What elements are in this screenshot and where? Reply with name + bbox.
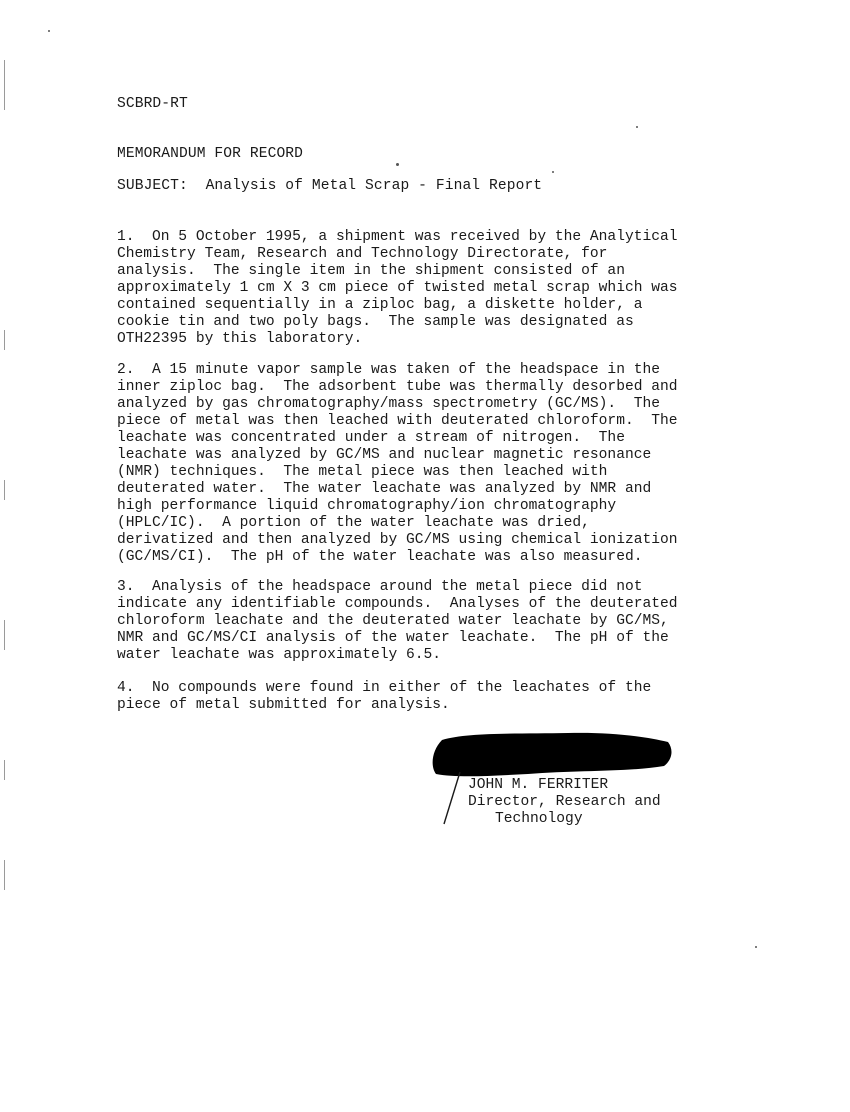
scan-speck [552, 171, 554, 173]
paragraph-line: deuterated water. The water leachate was analyzed by NMR and [117, 481, 652, 497]
scan-speck [396, 163, 399, 166]
paragraph-line: 3. Analysis of the headspace around the metal piece did not [117, 579, 643, 595]
paragraph-3 [117, 579, 757, 664]
paragraph-line: piece of metal submitted for analysis. [117, 697, 450, 713]
paragraph-line: inner ziploc bag. The adsorbent tube was thermally desorbed and [117, 379, 678, 395]
paragraph-line: piece of metal was then leached with deuterated chloroform. The [117, 413, 678, 429]
signatory-name: JOHN M. FERRITER [468, 777, 609, 793]
paragraph-line: chloroform leachate and the deuterated water leachate by GC/MS, [117, 613, 669, 629]
paragraph-line: high performance liquid chromatography/ion chromatography [117, 498, 617, 514]
paragraph-4 [117, 680, 757, 714]
scan-edge-mark [4, 860, 5, 890]
paragraph-line: NMR and GC/MS/CI analysis of the water leachate. The pH of the [117, 630, 669, 646]
signatory-title-line-2: Technology [495, 811, 583, 827]
paragraph-line: leachate was analyzed by GC/MS and nuclear magnetic resonance [117, 447, 652, 463]
paragraph-2 [117, 362, 757, 566]
scan-speck [636, 126, 638, 128]
paragraph-line: approximately 1 cm X 3 cm piece of twisted metal scrap which was [117, 280, 678, 296]
scan-edge-mark [4, 330, 5, 350]
memo-title: MEMORANDUM FOR RECORD [117, 146, 304, 162]
office-code: SCBRD-RT [117, 96, 188, 112]
redaction-mark [428, 730, 678, 780]
signature-stroke [440, 768, 464, 828]
paragraph-line: (HPLC/IC). A portion of the water leachate was dried, [117, 515, 590, 531]
signatory-title-line-1: Director, Research and [468, 794, 661, 810]
paragraph-line: indicate any identifiable compounds. Analyses of the deuterated [117, 596, 678, 612]
scan-speck [48, 30, 50, 32]
paragraph-line: leachate was concentrated under a stream of nitrogen. The [117, 430, 625, 446]
memo-subject: SUBJECT: Analysis of Metal Scrap - Final Report [117, 178, 543, 194]
paragraph-line: (GC/MS/CI). The pH of the water leachate was also measured. [117, 549, 643, 565]
paragraph-line: analysis. The single item in the shipment consisted of an [117, 263, 625, 279]
paragraph-line: 2. A 15 minute vapor sample was taken of the headspace in the [117, 362, 660, 378]
paragraph-line: cookie tin and two poly bags. The sample was designated as [117, 314, 634, 330]
paragraph-line: water leachate was approximately 6.5. [117, 647, 442, 663]
paragraph-line: 4. No compounds were found in either of the leachates of the [117, 680, 652, 696]
scan-edge-mark [4, 60, 5, 110]
paragraph-line: (NMR) techniques. The metal piece was then leached with [117, 464, 608, 480]
paragraph-line: 1. On 5 October 1995, a shipment was received by the Analytical [117, 229, 678, 245]
paragraph-line: Chemistry Team, Research and Technology Directorate, for [117, 246, 608, 262]
scan-edge-mark [4, 760, 5, 780]
paragraph-line: derivatized and then analyzed by GC/MS using chemical ionization [117, 532, 678, 548]
scan-speck [755, 946, 757, 948]
scan-edge-mark [4, 620, 5, 650]
paragraph-line: contained sequentially in a ziploc bag, a diskette holder, a [117, 297, 643, 313]
paragraph-1 [117, 229, 757, 348]
paragraph-line: OTH22395 by this laboratory. [117, 331, 363, 347]
signature-block [428, 730, 728, 840]
paragraph-line: analyzed by gas chromatography/mass spectrometry (GC/MS). The [117, 396, 660, 412]
scan-edge-mark [4, 480, 5, 500]
